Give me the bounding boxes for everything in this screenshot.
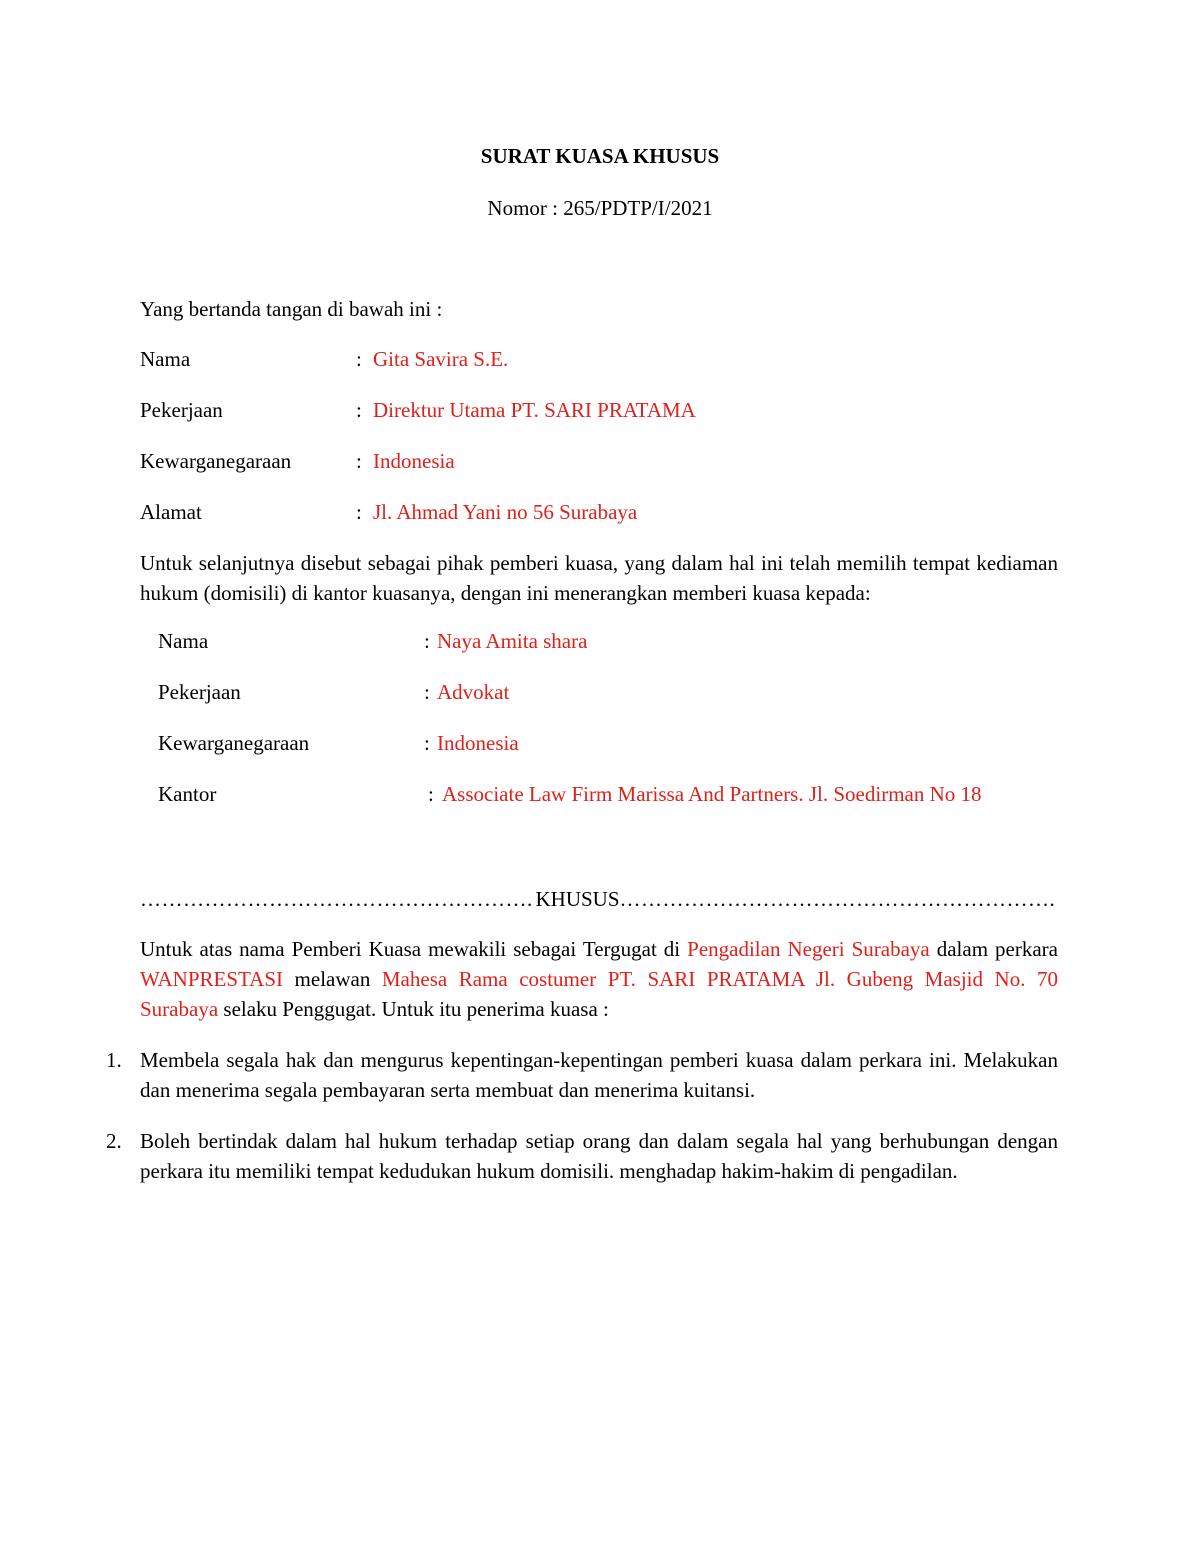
mandate-part-2: dalam perkara [929, 937, 1058, 961]
mandate-paragraph [140, 934, 1058, 1024]
grantee-value-office: Associate Law Firm Marissa And Partners. Jl. Soedirman No 18 [442, 782, 982, 806]
special-word: KHUSUS [535, 887, 620, 911]
grantee-value-occupation: Advokat [437, 680, 510, 704]
grantor-label-occupation: Pekerjaan [140, 398, 223, 422]
document-title: SURAT KUASA KHUSUS [480, 144, 720, 168]
grantee-label-name: Nama [158, 629, 209, 653]
grantee-label-office: Kantor [158, 782, 217, 806]
mandate-case: WANPRESTASI [140, 967, 284, 991]
grantor-value-citizenship: Indonesia [373, 449, 455, 473]
grantee-sep-citizenship: : [424, 731, 430, 755]
grantee-label-citizenship: Kewarganegaraan [158, 731, 310, 755]
special-heading [140, 886, 1058, 912]
list-item-text: Membela segala hak dan mengurus kepentingan-kepentingan pemberi kuasa dalam perkara ini. Melakukan dan menerima segala pembayaran serta membuat dan menerima kuitansi. [140, 1048, 1058, 1102]
special-left-dots: ………………………………………………. [140, 887, 533, 911]
special-right-dots: ……………………………………………………. [619, 887, 1056, 911]
mandate-part-4: selaku Penggugat. Untuk itu penerima kuasa : [218, 997, 609, 1021]
grantor-label-name: Nama [140, 347, 191, 371]
grantor-value-name: Gita Savira S.E. [373, 347, 509, 371]
document-number: Nomor : 265/PDTP/I/2021 [487, 196, 713, 220]
grantor-label-citizenship: Kewarganegaraan [140, 449, 292, 473]
list-item-text: Boleh bertindak dalam hal hukum terhadap setiap orang dan dalam segala hal yang berhubungan dengan perkara itu memiliki tempat kedudukan hukum domisili. menghadap hakim-hakim di pengadilan. [140, 1129, 1058, 1183]
grantor-sep-occupation: : [356, 398, 362, 422]
grantor-value-address: Jl. Ahmad Yani no 56 Surabaya [373, 500, 638, 524]
grantor-value-occupation: Direktur Utama PT. SARI PRATAMA [373, 398, 696, 422]
mandate-part-1: Untuk atas nama Pemberi Kuasa mewakili sebagai Tergugat di [140, 937, 688, 961]
grantee-sep-name: : [424, 629, 430, 653]
grantor-sep-address: : [356, 500, 362, 524]
grantor-label-address: Alamat [140, 500, 202, 524]
grantor-sep-name: : [356, 347, 362, 371]
list-item-number: 1. [106, 1048, 122, 1072]
grantee-label-occupation: Pekerjaan [158, 680, 241, 704]
mandate-part-3: melawan [283, 967, 382, 991]
middle-paragraph: Untuk selanjutnya disebut sebagai pihak pemberi kuasa, yang dalam hal ini telah memilih tempat kediaman hukum (domisili) di kantor kuasanya, dengan ini menerangkan memberi kuasa kepada: [140, 551, 1058, 605]
mandate-opponent: Mahesa Rama costumer PT. SARI PRATAMA Jl. Gubeng Masjid No. 70 Surabaya [140, 967, 1058, 1021]
grantee-sep-occupation: : [424, 680, 430, 704]
grantor-sep-citizenship: : [356, 449, 362, 473]
grantee-value-citizenship: Indonesia [437, 731, 519, 755]
mandate-court: Pengadilan Negeri Surabaya [687, 937, 930, 961]
intro-text: Yang bertanda tangan di bawah ini : [140, 297, 443, 321]
grantee-sep-office: : [428, 782, 434, 806]
list-item-number: 2. [106, 1129, 122, 1153]
grantee-value-name: Naya Amita shara [437, 629, 588, 653]
